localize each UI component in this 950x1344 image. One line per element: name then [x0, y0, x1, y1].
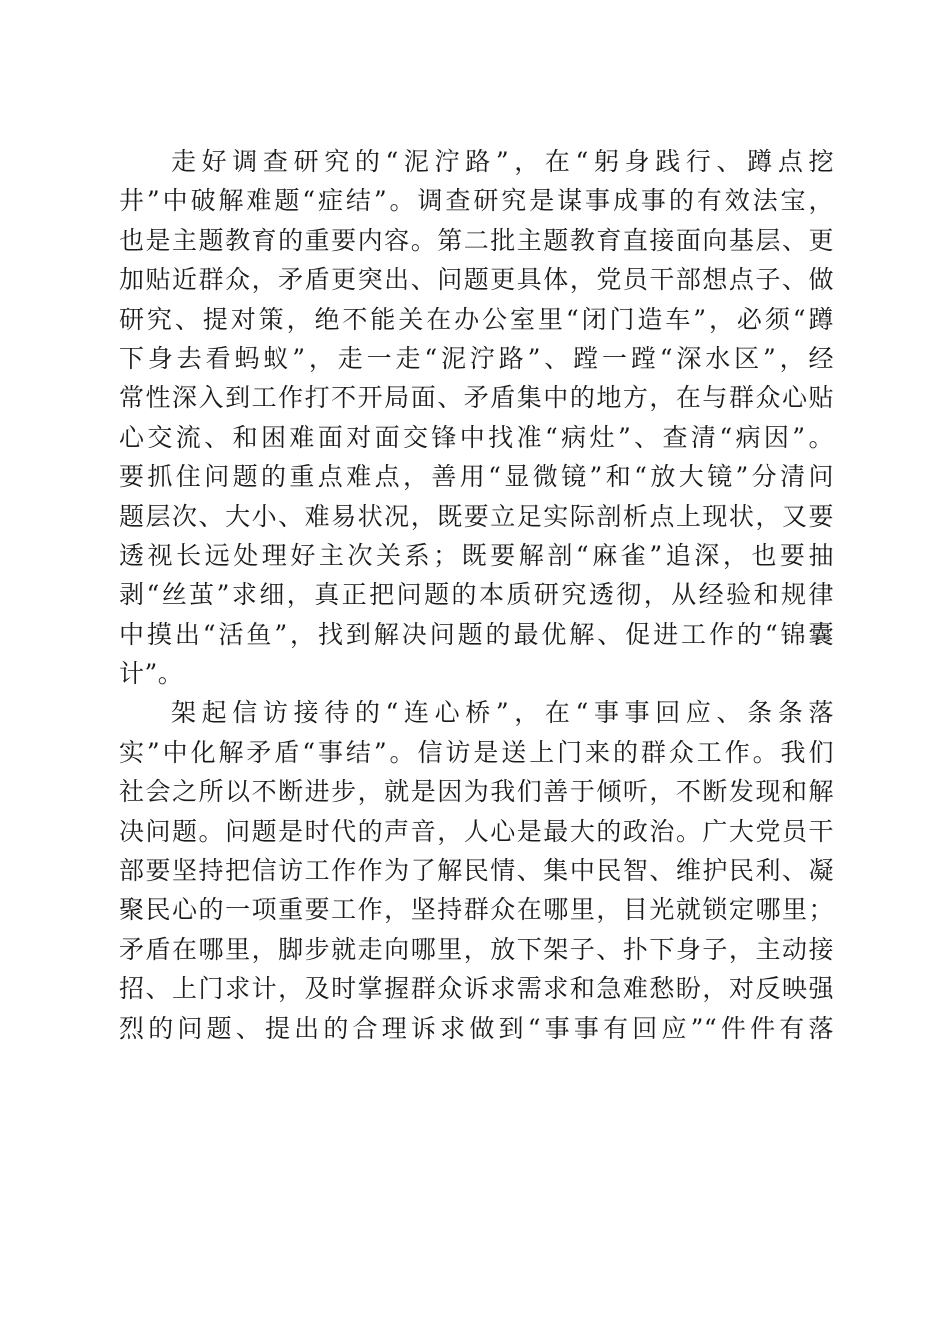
paragraph-2-line-3: 社会之所以不断进步，就是因为我们善于倾听，不断发现和解 [119, 777, 834, 807]
paragraph-1-line-3: 也是主题教育的重要内容。第二批主题教育直接面向基层、更 [119, 225, 834, 255]
paragraph-1-line-13: 中摸出“活鱼”，找到解决问题的最优解、促进工作的“锦囊 [119, 619, 834, 649]
paragraph-2-line-6: 聚民心的一项重要工作，坚持群众在哪里，目光就锁定哪里； [119, 895, 834, 925]
paragraph-1-line-5: 研究、提对策，绝不能关在办公室里“闭门造车”，必须“蹲 [119, 304, 834, 334]
paragraph-2-line-1: 架起信访接待的“连心桥”，在“事事回应、条条落 [171, 698, 834, 728]
paragraph-1-line-14: 计”。 [119, 659, 184, 689]
paragraph-1-line-1: 走好调查研究的“泥泞路”，在“躬身践行、蹲点挖 [171, 147, 834, 176]
paragraph-2-line-5: 部要坚持把信访工作作为了解民情、集中民智、维护民利、凝 [119, 856, 834, 886]
paragraph-1-line-2: 井”中破解难题“症结”。调查研究是谋事成事的有效法宝， [119, 186, 834, 216]
paragraph-1-line-8: 心交流、和困难面对面交锋中找准“病灶”、查清“病因”。 [119, 422, 834, 452]
paragraph-2-line-4: 决问题。问题是时代的声音，人心是最大的政治。广大党员干 [119, 816, 834, 846]
paragraph-2-line-8: 招、上门求计，及时掌握群众诉求需求和急难愁盼，对反映强 [119, 974, 834, 1004]
paragraph-1-line-10: 题层次、大小、难易状况，既要立足实际剖析点上现状，又要 [119, 501, 834, 531]
paragraph-1-line-11: 透视长远处理好主次关系；既要解剖“麻雀”追深，也要抽 [119, 540, 834, 570]
paragraph-1-line-6: 下身去看蚂蚁”，走一走“泥泞路”、蹚一蹚“深水区”，经 [119, 343, 834, 373]
article-body [119, 142, 834, 1048]
paragraph-2-line-7: 矛盾在哪里，脚步就走向哪里，放下架子、扑下身子，主动接 [119, 934, 834, 964]
paragraph-1-line-7: 常性深入到工作打不开局面、矛盾集中的地方，在与群众心贴 [119, 383, 834, 413]
paragraph-1-line-9: 要抓住问题的重点难点，善用“显微镜”和“放大镜”分清问 [119, 462, 834, 492]
paragraph-1-line-12: 剥“丝茧”求细，真正把问题的本质研究透彻，从经验和规律 [119, 580, 834, 610]
paragraph-2-line-9: 烈的问题、提出的合理诉求做到“事事有回应”“件件有落 [119, 1013, 834, 1043]
paragraph-1-line-4: 加贴近群众，矛盾更突出、问题更具体，党员干部想点子、做 [119, 265, 834, 295]
paragraph-2-line-2: 实”中化解矛盾“事结”。信访是送上门来的群众工作。我们 [119, 737, 834, 767]
